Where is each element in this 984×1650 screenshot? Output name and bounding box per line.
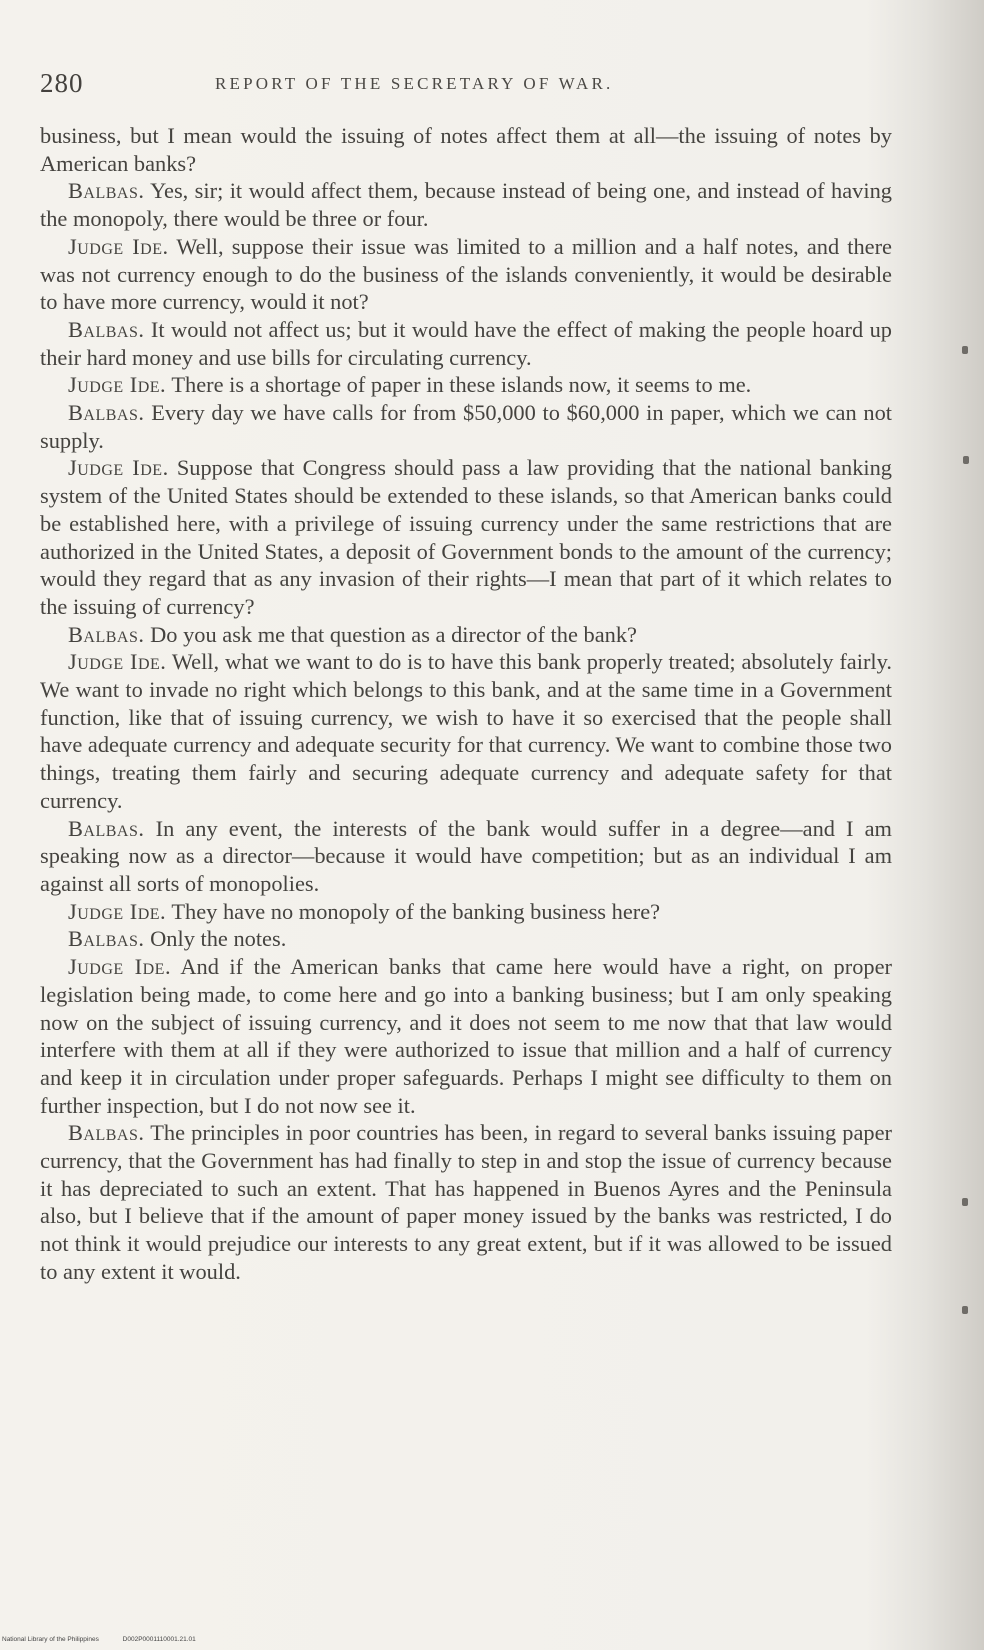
scan-code: D002P0001110001.21.01 [122, 1636, 196, 1643]
paragraph-text: Suppose that Congress should pass a law providing that the national banking system of the United States should be extended to these islands, so that American banks could be established here, with a privilege of issuing currency under the same restrictions that are authorized in the United States, a deposit of Government bonds to the amount of the currency; would they regard that as any invasion of their rights—I mean that part of it which relates to the issuing of currency? [40, 455, 892, 619]
paragraph [40, 925, 892, 953]
speaker-name: Judge Ide. [68, 649, 167, 675]
paragraph-text: business, but I mean would the issuing of notes affect them at all—the issuing of notes by American banks? [40, 123, 892, 176]
scan-footer [2, 1636, 218, 1643]
library-credit: National Library of the Philippines [2, 1636, 99, 1643]
margin-mark [962, 1198, 968, 1206]
paragraph [40, 316, 892, 371]
speaker-name: Balbas. [68, 815, 145, 841]
margin-mark [962, 346, 968, 354]
paragraph [40, 815, 892, 898]
page-header [40, 68, 885, 104]
paragraph [40, 177, 892, 232]
speaker-name: Judge Ide. [68, 954, 172, 980]
speaker-name: Balbas. [68, 178, 145, 204]
paragraph-text: Do you ask me that question as a director of the bank? [150, 621, 637, 647]
paragraph-text: The principles in poor countries has been, in regard to several banks issuing paper currency, that the Government has had finally to step in and stop the issue of currency because it has depreciated to such an extent. That has happened in Buenos Ayres and the Peninsula also, but I believe that if the amount of paper money issued by the banks was restricted, I do not think it would prejudice our interests to any great extent, but if it was allowed to be issued to any extent it would. [40, 1120, 892, 1284]
speaker-name: Balbas. [68, 621, 145, 647]
paragraph-text: Well, suppose their issue was limited to a million and a half notes, and there was not currency enough to do the business of the islands conveniently, it would be desirable to have more currency, would it not? [40, 233, 892, 315]
paragraph-text: In any event, the interests of the bank would suffer in a degree—and I am speaking now as a director—because it would have competition; but as an individual I am against all sorts of monopolies. [40, 815, 892, 896]
speaker-name: Judge Ide. [68, 372, 167, 398]
paragraph [40, 233, 892, 316]
paragraph-text: Every day we have calls for from $50,000 to $60,000 in paper, which we can not supply. [40, 400, 892, 453]
paragraph [40, 648, 892, 814]
paragraph [40, 454, 892, 620]
paragraph-text: And if the American banks that came here would have a right, on proper legislation being made, to come here and go into a banking business; but I am only speaking now on the subject of issuing currency, and it does not seem to me now that that law would interfere with them at all if they were authorized to issue that million and a half of currency and keep it in circulation under proper safeguards. Perhaps I might see difficulty to them on further inspection, but I do not now see it. [40, 954, 892, 1118]
paragraph-text: There is a shortage of paper in these islands now, it seems to me. [171, 372, 752, 398]
speaker-name: Judge Ide. [68, 898, 167, 924]
paragraph-text: Only the notes. [150, 926, 287, 952]
paragraph [40, 371, 892, 399]
paragraph-text: It would not affect us; but it would have the effect of making the people hoard up their hard money and use bills for circulating currency. [40, 316, 892, 370]
paragraph [40, 953, 892, 1119]
paragraph-text: They have no monopoly of the banking business here? [171, 898, 661, 924]
body-text [40, 122, 892, 1286]
speaker-name: Balbas. [68, 316, 145, 342]
margin-mark [962, 1306, 968, 1314]
paragraph [40, 1119, 892, 1285]
paragraph-text: Well, what we want to do is to have this bank properly treated; absolutely fairly. We want to invade no right which belongs to this bank, and at the same time in a Government function, like that of issuing currency, we wish to have it so exercised that the people shall have adequate currency and adequate security for that currency. We want to combine those two things, treating them fairly and securing adequate currency and adequate safety for that currency. [40, 649, 892, 813]
paragraph [40, 122, 892, 177]
speaker-name: Judge Ide. [68, 455, 169, 481]
paragraph-text: Yes, sir; it would affect them, because instead of being one, and instead of having the monopoly, there would be three or four. [40, 178, 892, 232]
margin-mark [963, 456, 969, 464]
speaker-name: Balbas. [68, 400, 145, 426]
paragraph [40, 399, 892, 454]
paragraph [40, 898, 892, 926]
speaker-name: Balbas. [68, 1120, 145, 1146]
page-number: 280 [40, 68, 84, 98]
running-head: REPORT OF THE SECRETARY OF WAR. [215, 74, 614, 93]
speaker-name: Judge Ide. [68, 233, 169, 259]
speaker-name: Balbas. [68, 926, 145, 952]
paragraph [40, 621, 892, 649]
